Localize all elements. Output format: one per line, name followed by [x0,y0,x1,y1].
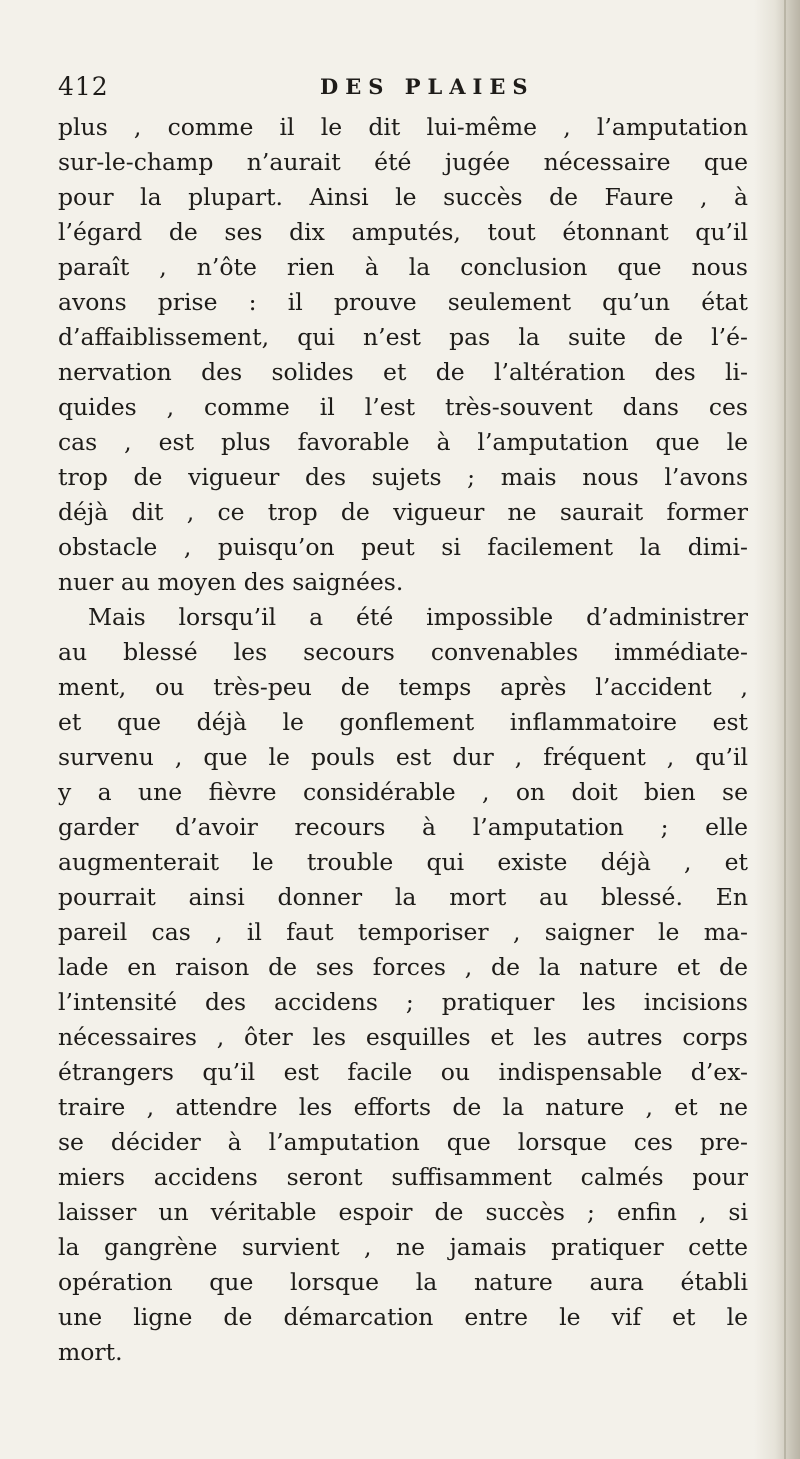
text-line: sur-le-champ n’aurait été jugée nécessaire que [58,148,748,176]
text-line: avons prise : il prouve seulement qu’un état [58,288,748,316]
text-line: opération que lorsque la nature aura établi [58,1268,748,1296]
text-line: et que déjà le gonflement inflammatoire est [58,708,748,736]
text-line: d’affaiblissement, qui n’est pas la suite de l’é- [58,323,748,351]
body-text [58,110,748,1370]
text-line: survenu , que le pouls est dur , fréquent , qu’il [58,743,748,771]
text-line: nervation des solides et de l’altération des li- [58,358,748,386]
text-line: paraît , n’ôte rien à la conclusion que nous [58,253,748,281]
text-line: l’égard de ses dix amputés, tout étonnant qu’il [58,218,748,246]
running-title: DES PLAIES [320,74,535,99]
text-line: la gangrène survient , ne jamais pratiquer cette [58,1233,748,1261]
text-line: mort. [58,1338,123,1366]
page-edge-line [784,0,786,1459]
text-line: Mais lorsqu’il a été impossible d’administrer [88,603,748,631]
text-line: ment, ou très-peu de temps après l’accident , [58,673,748,701]
text-line: l’intensité des accidens ; pratiquer les incisions [58,988,748,1016]
page-edge-shadow [754,0,800,1459]
text-line: pour la plupart. Ainsi le succès de Faure , à [58,183,748,211]
text-line: augmenterait le trouble qui existe déjà , et [58,848,748,876]
text-line: y a une fièvre considérable , on doit bien se [58,778,748,806]
text-line: cas , est plus favorable à l’amputation que le [58,428,748,456]
text-line: laisser un véritable espoir de succès ; enfin , si [58,1198,748,1226]
text-line: garder d’avoir recours à l’amputation ; elle [58,813,748,841]
text-line: plus , comme il le dit lui-même , l’amputation [58,113,748,141]
text-line: nuer au moyen des saignées. [58,568,404,596]
text-line: obstacle , puisqu’on peut si facilement la dimi- [58,533,748,561]
page-header [58,72,748,106]
text-line: au blessé les secours convenables immédiate- [58,638,748,666]
text-line: nécessaires , ôter les esquilles et les autres corps [58,1023,748,1051]
text-line: traire , attendre les efforts de la nature , et ne [58,1093,748,1121]
text-line: pareil cas , il faut temporiser , saigner le ma- [58,918,748,946]
text-line: miers accidens seront suffisamment calmés pour [58,1163,748,1191]
text-line: trop de vigueur des sujets ; mais nous l’avons [58,463,748,491]
text-line: une ligne de démarcation entre le vif et le [58,1303,748,1331]
text-line: quides , comme il l’est très-souvent dans ces [58,393,748,421]
text-line: pourrait ainsi donner la mort au blessé. En [58,883,748,911]
page-number: 412 [58,72,109,101]
text-line: lade en raison de ses forces , de la nature et de [58,953,748,981]
text-line: étrangers qu’il est facile ou indispensable d’ex- [58,1058,748,1086]
text-line: se décider à l’amputation que lorsque ces pre- [58,1128,748,1156]
text-line: déjà dit , ce trop de vigueur ne saurait former [58,498,748,526]
